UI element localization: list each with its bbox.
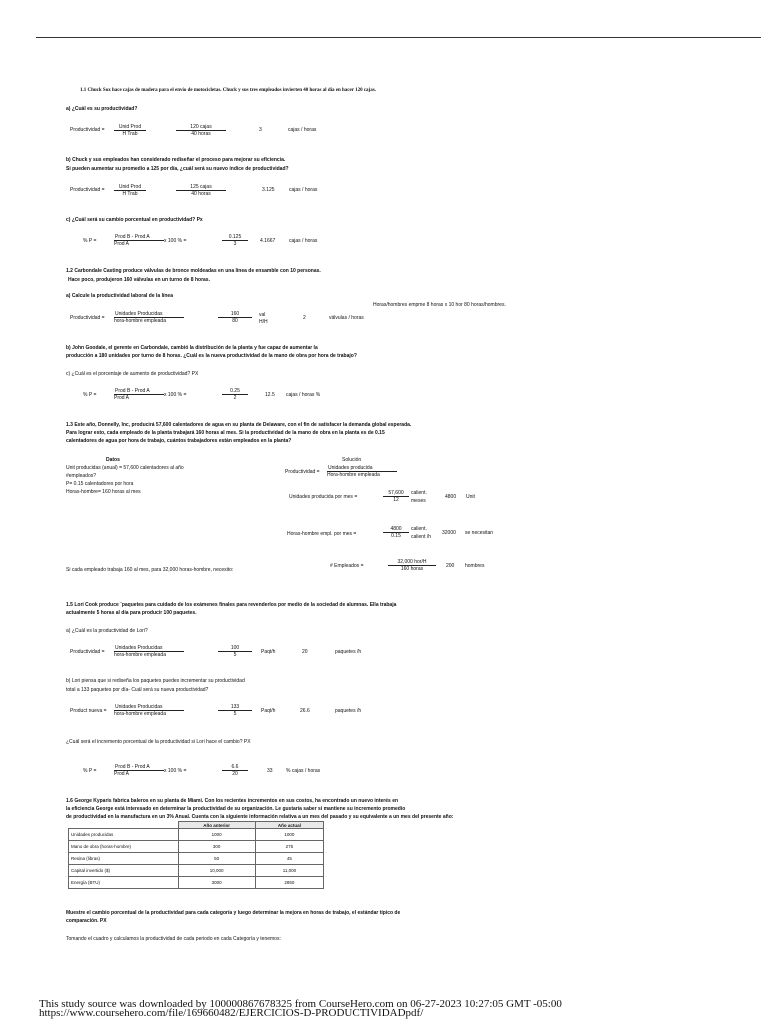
- formula-fraction: [114, 124, 146, 137]
- question-c: c) ¿Cuál será su cambio porcentual en productividad? Px: [66, 217, 203, 223]
- unit-upper: calient.: [411, 490, 427, 496]
- denominator: Hora-hombre empleada: [327, 472, 380, 478]
- problem-1-1-title: 1.1 Chuck Sox hace cajas de madera para el envío de motocicletas. Chuck y sus tres empleados invierten 40 horas al día en hacer 120 cajas.: [80, 88, 376, 93]
- data-line: Unit producidas (anual) = 57,600 calentadores al año: [66, 465, 184, 471]
- unit-lower: calient /h: [411, 534, 432, 540]
- value-numerator: 160: [218, 311, 252, 318]
- problem-1-3-title-line2: Para lograr esto, cada empleado de la planta trabajará 160 horas al mes. Si la productividad de la mano de obra en la planta es de 0.15: [66, 430, 385, 436]
- formula-lhs: # Empleados =: [330, 563, 364, 569]
- table-cell: 11,000: [255, 865, 323, 877]
- result-value: 20: [302, 649, 308, 655]
- denominator: hora-hombre empleada: [114, 711, 166, 717]
- value-fraction: [218, 704, 252, 717]
- result-value: 3.125: [262, 187, 275, 193]
- value-numerator: 0.25: [222, 388, 248, 395]
- table-header-cell: [69, 822, 179, 829]
- value-fraction: [176, 124, 226, 137]
- table-header-row: [69, 822, 324, 829]
- formula-fraction: [327, 465, 397, 478]
- denominator: Prod A: [114, 395, 130, 401]
- question-a: a) ¿Cuál es su productividad?: [66, 106, 138, 112]
- numerator: Prod B - Prod A: [114, 388, 164, 395]
- result-value: 4800: [445, 494, 457, 500]
- formula-fraction: [114, 234, 164, 247]
- question-c: ¿Cuál será el incremento porcentual de la productividad si Lori hace el cambio? PX: [66, 739, 251, 745]
- table-cell: 3000: [178, 877, 255, 889]
- table-row: [69, 865, 324, 877]
- value-numerator: 6.6: [222, 764, 248, 771]
- value-numerator: 133: [218, 704, 252, 711]
- denominator: hora-hombre empleada: [114, 652, 166, 658]
- result-value: 33: [267, 768, 273, 774]
- numerator: Unid Prod: [114, 184, 146, 191]
- result-unit: cajas / horas: [288, 127, 317, 133]
- result-unit: cajas / horas: [289, 187, 318, 193]
- question-b-line2: producción a 180 unidades por turno de 8 horas. ¿Cuál es la nueva productividad de la mano de obra por hora de trabajo?: [66, 353, 357, 359]
- result-unit: paquetes /h: [335, 649, 362, 655]
- formula-lhs: Product nueva =: [70, 708, 107, 714]
- numerator: Unidades Producidas: [114, 311, 184, 318]
- value-numerator: 125 cajas: [176, 184, 226, 191]
- unit-lower: H/H: [259, 319, 268, 325]
- result-value: 32000: [442, 530, 456, 536]
- table-cell: Unidades producidas: [69, 829, 179, 841]
- result-value: 4.1667: [260, 238, 276, 244]
- denominator: Prod A: [114, 771, 130, 777]
- value-numerator: 32,000 hor/H: [388, 559, 436, 566]
- value-denominator: 160 horas: [400, 566, 424, 572]
- value-numerator: 0.125: [222, 234, 248, 241]
- unit-upper: val: [259, 312, 266, 318]
- formula-fraction: [114, 388, 164, 401]
- value-denominator: 0.15: [391, 533, 401, 539]
- value-fraction: [176, 184, 226, 197]
- source-url[interactable]: https://www.coursehero.com/file/169660482/EJERCICIOS-D-PRODUCTIVIDADpdf/: [39, 1007, 424, 1019]
- numerator: Unidades Producidas: [114, 704, 184, 711]
- formula-multiplier: x 100 % =: [164, 392, 187, 398]
- table-row: [69, 841, 324, 853]
- table-cell: Energía (BTU): [69, 877, 179, 889]
- denominator: Prod A: [114, 241, 130, 247]
- table-row: [69, 877, 324, 889]
- table-cell: Mano de obra (horas-hombre): [69, 841, 179, 853]
- value-denominator: 20: [232, 771, 238, 777]
- table-row: [69, 829, 324, 841]
- value-denominator: 80: [232, 318, 238, 324]
- data-heading: Datos: [106, 457, 120, 463]
- unit-label: Paqt/h: [261, 649, 276, 655]
- result-unit: cajas / horas: [289, 238, 318, 244]
- instruction-line1: Muestre el cambio porcentual de la productividad para cada categoría y luego determinar la mejora en horas de trabajo, el estándar típico de: [66, 910, 401, 916]
- formula-lhs: % P =: [83, 392, 97, 398]
- result-unit: se necesitan: [465, 530, 494, 536]
- formula-lhs: Productividad =: [285, 469, 320, 475]
- data-line: Horas-hombre= 160 horas al mes: [66, 489, 141, 495]
- value-fraction: [218, 311, 252, 324]
- value-fraction: [222, 764, 248, 777]
- formula-lhs: Productividad =: [70, 127, 105, 133]
- problem-1-3-title-line3: calentadores de agua por hora de trabajo, cuántos trabajadores están empleados en la planta?: [66, 438, 292, 444]
- unit-label: Paqt/h: [261, 708, 276, 714]
- value-denominator: 40 horas: [191, 191, 211, 197]
- table-header-cell: Año actual: [255, 822, 323, 829]
- problem-1-6-title-line3: de productividad en la manufactura en un 3% Anual. Cuenta con la siguiente información relativa a un mes del pasado y su equivalente a un mes del presente año:: [66, 814, 454, 820]
- result-value: 3: [259, 127, 262, 133]
- formula-fraction: [114, 704, 184, 717]
- formula-lhs: % P =: [83, 238, 97, 244]
- table-cell: 10,000: [178, 865, 255, 877]
- value-numerator: 100: [218, 645, 252, 652]
- problem-1-6-title-line1: 1.6 George Kyparis fabrica baleros en su planta de Miami. Con los recientes incrementos en sus costos, ha encontrado un nuevo interés en: [66, 798, 399, 804]
- numerator: Prod B - Prod A: [114, 234, 164, 241]
- table-cell: Capital invertido ($): [69, 865, 179, 877]
- data-line: P= 0.15 calentadores por hora: [66, 481, 134, 487]
- value-numerator: 120 cajas: [176, 124, 226, 131]
- table-cell: 275: [255, 841, 323, 853]
- question-a: a) ¿Cuál es la productividad de Lori?: [66, 628, 148, 634]
- denominator: hora-hombre empleada: [114, 318, 166, 324]
- table-cell: 1000: [178, 829, 255, 841]
- table-header-cell: Año anterior: [178, 822, 255, 829]
- denominator: H Trab: [122, 191, 138, 197]
- data-line: #empleados?: [66, 473, 97, 479]
- formula-lhs: % P =: [83, 768, 97, 774]
- result-unit: cajas / horas %: [286, 392, 321, 398]
- result-unit: paquetes /h: [335, 708, 362, 714]
- numerator: Prod B - Prod A: [114, 764, 164, 771]
- download-notice: This study source was downloaded by 100000867678325 from CourseHero.com on 06-27-2023 10:27:05 GMT -05:00: [39, 998, 562, 1010]
- result-unit: % cajas / horas: [286, 768, 321, 774]
- question-c: c) ¿Cuál es el porcentaje de aumento de productividad? PX: [66, 371, 199, 377]
- unit-upper: calient.: [411, 526, 427, 532]
- value-denominator: 3: [233, 241, 237, 247]
- value-denominator: 40 horas: [191, 131, 211, 137]
- value-denominator: 5: [233, 711, 237, 717]
- problem-1-5-title-line2: actualmente 5 horas al día para producir 100 paquetes.: [66, 610, 197, 616]
- formula-fraction: [114, 311, 184, 324]
- formula-lhs: Horas-hombre empl. por mes =: [287, 531, 357, 537]
- question-b-line1: b) Lori piensa que si rediseña los paquetes puedes incrementar su productividad: [66, 678, 245, 684]
- question-b-line2: total a 133 paquetes por día- Cuál será su nueva productividad?: [66, 687, 209, 693]
- problem-1-2-title-line2: Hace poco, produjeron 160 válvulas en un turno de 8 horas.: [68, 277, 210, 283]
- footnote-text: Si cada empleado trabaja 160 al mes, para 32,000 horas-hombre, necesito:: [66, 567, 234, 573]
- result-value: 2: [303, 315, 306, 321]
- unit-lower: meses: [411, 498, 426, 504]
- value-denominator: 2: [233, 395, 237, 401]
- formula-multiplier: x 100 % =: [164, 768, 187, 774]
- solution-heading: Solución: [342, 457, 362, 463]
- value-numerator: 57,600: [383, 490, 409, 497]
- table-row: [69, 853, 324, 865]
- problem-1-5-title-line1: 1.5 Lori Cook produce ¨paquetes para cuidado de los exámenes finales para revenderlos por medio de la sociedad de alumnas. Ella trabaja: [66, 602, 397, 608]
- formula-lhs: Productividad =: [70, 187, 105, 193]
- problem-1-2-title-line1: 1.2 Carbondale Casting produce válvulas de bronce moldeadas en una línea de ensamble con 10 personas.: [66, 268, 321, 274]
- result-value: 26.6: [300, 708, 310, 714]
- value-fraction: [388, 559, 436, 572]
- formula-lhs: Productividad =: [70, 649, 105, 655]
- value-denominator: 5: [233, 652, 237, 658]
- table-cell: 300: [178, 841, 255, 853]
- formula-fraction: [114, 184, 146, 197]
- denominator: H Trab: [122, 131, 138, 137]
- value-fraction: [218, 645, 252, 658]
- formula-lhs: Unidades producida por mes =: [289, 494, 358, 500]
- value-denominator: 12: [393, 497, 399, 503]
- result-unit: hombres: [465, 563, 485, 569]
- numerator: Unid Prod: [114, 124, 146, 131]
- formula-lhs: Productividad =: [70, 315, 105, 321]
- result-value: 12.5: [265, 392, 275, 398]
- instruction-line3: Tomando el cuadro y calculamos la productividad de cada periodo en cada Categoría y tenemos:: [66, 936, 281, 942]
- numerator: Unidades producida: [327, 465, 397, 472]
- result-unit: válvulas / horas: [329, 315, 364, 321]
- formula-multiplier: x 100 % =: [164, 238, 187, 244]
- question-b-line1: b) Chuck y sus empleados han considerado rediseñar el proceso para mejorar su eficiencia.: [66, 157, 286, 163]
- value-numerator: 4800: [383, 526, 409, 533]
- value-fraction: [383, 526, 409, 539]
- table-cell: 50: [178, 853, 255, 865]
- table-cell: 2850: [255, 877, 323, 889]
- result-unit: Unit: [466, 494, 475, 500]
- table-cell: 1000: [255, 829, 323, 841]
- numerator: Unidades Producidas: [114, 645, 184, 652]
- value-fraction: [222, 234, 248, 247]
- question-b-line2: Si pueden aumentar su promedio a 125 por día, ¿cuál será su nuevo índice de productividad?: [66, 166, 289, 172]
- result-value: 200: [446, 563, 455, 569]
- formula-fraction: [114, 645, 184, 658]
- note-text: Horas/hombres empme 8 horas x 10 hor 80 horas/hombres.: [373, 302, 506, 308]
- value-fraction: [222, 388, 248, 401]
- problem-1-6-title-line2: la eficiencia George está interesado en determinar la productividad de su organización. Le gustaría saber si mantiene su incremento promedio: [66, 806, 406, 812]
- problem-1-3-title-line1: 1.3 Este año, Donnelly, Inc, producirá 57,600 calentadores de agua en su planta de Delaware, con el fin de satisfacer la demanda global esperada.: [66, 422, 412, 428]
- productivity-data-table: [68, 821, 324, 889]
- value-fraction: [383, 490, 409, 503]
- top-rule: [36, 37, 761, 38]
- formula-fraction: [114, 764, 164, 777]
- table-cell: 45: [255, 853, 323, 865]
- question-a: a) Calcule la productividad laboral de la línea: [66, 293, 173, 299]
- instruction-line2: comparación. PX: [66, 918, 107, 924]
- table-cell: Resina (libras): [69, 853, 179, 865]
- question-b-line1: b) John Goodale, el gerente en Carbondale, cambió la distribución de la planta y fue capaz de aumentar la: [66, 345, 318, 351]
